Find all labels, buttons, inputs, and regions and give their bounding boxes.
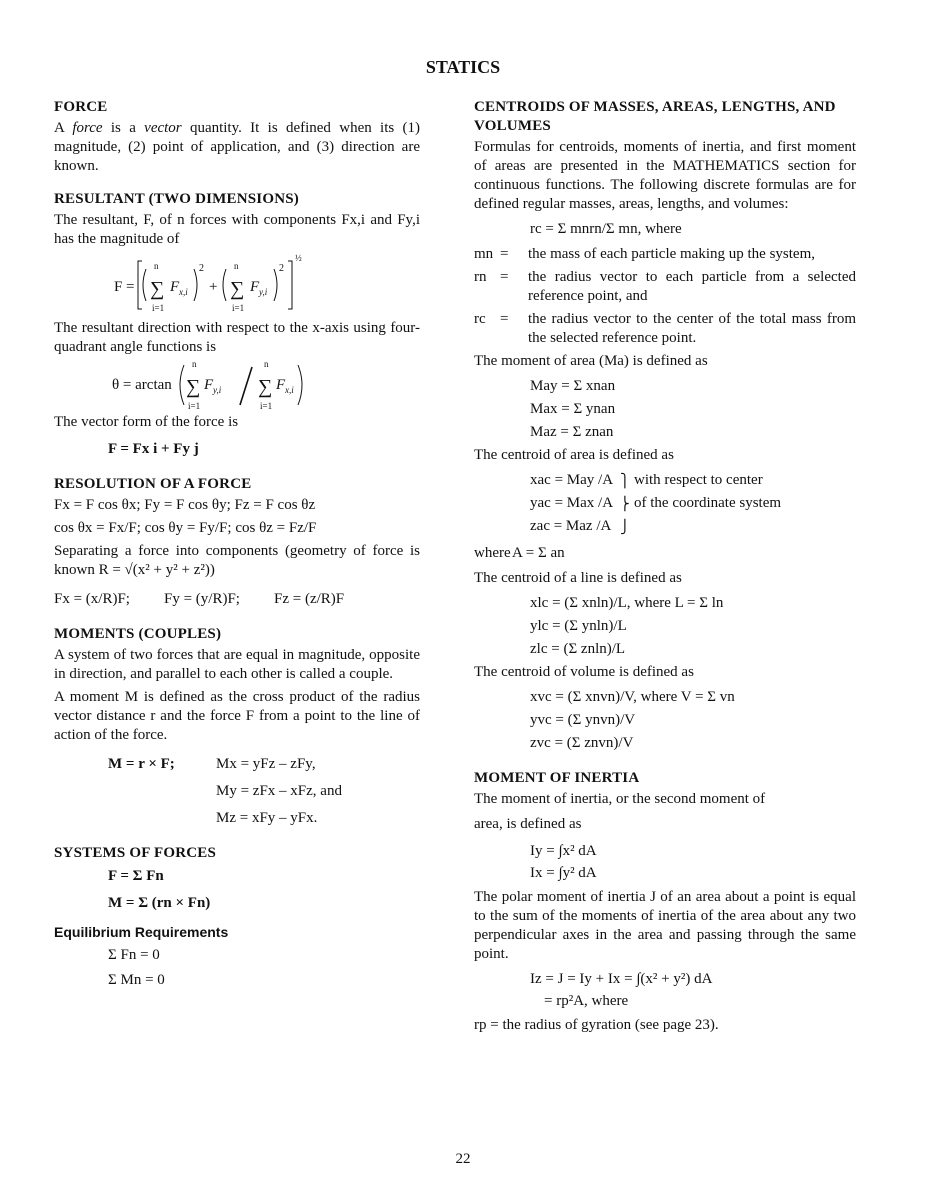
moments-couple-definition: A system of two forces that are equal in magnitude, opposite in direction, and parallel to each other is called a couple. — [54, 647, 420, 682]
svg-text:∑: ∑ — [150, 278, 165, 300]
svg-text:∑: ∑ — [258, 376, 273, 398]
vector-form-text: The vector form of the force is — [54, 414, 239, 430]
systems-heading: SYSTEMS OF FORCES — [54, 845, 217, 861]
resultant-direction-text: The resultant direction with respect to the x-axis using four-quadrant angle functions is — [54, 320, 420, 355]
centroid-area-note-1: with respect to center — [634, 472, 763, 488]
equilibrium-moment: Σ Mn = 0 — [108, 972, 165, 988]
centroid-area-note-2: of the coordinate system — [634, 495, 782, 511]
moment-y: My = zFx – xFz, and — [216, 783, 342, 799]
force-definition: A force is a vector quantity. It is defined when its (1) magnitude, (2) point of application, and (3) direction are known. — [54, 120, 420, 174]
moments-heading: MOMENTS (COUPLES) — [54, 626, 222, 642]
page-title: STATICS — [425, 57, 501, 77]
inertia-line-1: The moment of inertia, or the second moment of — [474, 791, 766, 807]
svg-text:i=1: i=1 — [152, 303, 165, 313]
resolution-separating: Separating a force into components (geometry of force is known R = √(x² + y² + z²)) — [54, 543, 420, 578]
svg-text:n: n — [234, 261, 239, 271]
resultant-heading: RESULTANT (TWO DIMENSIONS) — [54, 191, 299, 207]
centroid-line-x: xlc = (Σ xnln)/L, where L = Σ ln — [530, 595, 724, 611]
inertia-y: Iy = ∫x² dA — [530, 843, 597, 859]
vector-form-formula: F = Fx i + Fy j — [108, 441, 199, 457]
left-column — [54, 98, 420, 990]
centroid-of-line-text: The centroid of a line is defined as — [474, 570, 682, 586]
systems-moment-sum: M = Σ (rn × Fn) — [108, 895, 211, 911]
centroid-line-y: ylc = (Σ ynln)/L — [530, 618, 627, 634]
svg-text:∑: ∑ — [186, 376, 201, 398]
centroid-area-formulas — [474, 469, 856, 538]
inertia-x: Ix = ∫y² dA — [530, 865, 597, 881]
definition-rn: rn = the radius vector to each particle from a selected reference point, and — [474, 269, 856, 304]
centroid-of-volume-text: The centroid of volume is defined as — [474, 664, 694, 680]
inertia-line-2: area, is defined as — [474, 816, 582, 832]
svg-text:F: F — [276, 377, 286, 393]
moments-moment-definition: A moment M is defined as the cross product of the radius vector distance r and the force F from a point to the line of action of the force. — [54, 689, 420, 743]
svg-text:n: n — [264, 359, 269, 369]
systems-force-sum: F = Σ Fn — [108, 868, 164, 884]
polar-moment-gyration-formula: = rp²A, where — [544, 993, 629, 1009]
polar-moment-formula: Iz = J = Iy + Ix = ∫(x² + y²) dA — [530, 971, 713, 987]
moment-area-z: Maz = Σ znan — [530, 424, 614, 440]
centroid-volume-z: zvc = (Σ znvn)/V — [530, 735, 634, 751]
svg-text:F: F — [170, 279, 180, 295]
svg-text:y,i: y,i — [259, 287, 268, 297]
svg-text:+: + — [209, 279, 218, 295]
resolution-ratios: Fx = (x/R)F; Fy = (y/R)F; Fz = (z/R)F — [54, 591, 345, 607]
centroid-area-z: zac = Maz /A — [530, 518, 612, 534]
centroid-volume-y: yvc = (Σ ynvn)/V — [530, 712, 636, 728]
force-heading: FORCE — [54, 99, 108, 115]
svg-text:y,i: y,i — [213, 385, 222, 395]
centroids-heading: CENTROIDS OF MASSES, AREAS, LENGTHS, AND VOLUMES — [474, 99, 836, 134]
resolution-components: Fx = F cos θx; Fy = F cos θy; Fz = F cos θz — [54, 497, 316, 513]
resultant-intro: The resultant, F, of n forces with components Fx,i and Fy,i has the magnitude of — [54, 212, 420, 247]
svg-text:F: F — [114, 279, 123, 295]
inertia-heading: MOMENT OF INERTIA — [474, 770, 640, 786]
moments-equations — [54, 755, 420, 828]
svg-text:θ = arctan: θ = arctan — [112, 377, 172, 393]
moment-z: Mz = xFy – yFx. — [216, 810, 318, 826]
definition-mn: mn = the mass of each particle making up the system, — [474, 246, 815, 262]
moment-area-y: May = Σ xnan — [530, 378, 616, 394]
resolution-heading: RESOLUTION OF A FORCE — [54, 476, 252, 492]
svg-text:x,i: x,i — [285, 385, 294, 395]
page-number: 22 — [455, 1151, 471, 1167]
moment-cross-product: M = r × F; — [108, 756, 175, 772]
svg-text:½: ½ — [295, 253, 302, 263]
svg-text:i=1: i=1 — [260, 401, 273, 411]
centroid-volume-x: xvc = (Σ xnvn)/V, where V = Σ vn — [530, 689, 735, 705]
svg-text:=: = — [126, 279, 135, 295]
svg-text:2: 2 — [199, 263, 204, 274]
resultant-magnitude-formula — [54, 249, 420, 319]
resultant-direction-formula — [54, 357, 420, 413]
equilibrium-heading: Equilibrium Requirements — [54, 924, 229, 940]
moment-of-area-text: The moment of area (Ma) is defined as — [474, 353, 708, 369]
centroid-line-z: zlc = (Σ znln)/L — [530, 641, 626, 657]
moment-area-x: Max = Σ ynan — [530, 401, 616, 417]
definition-rc: rc = the radius vector to the center of the total mass from the selected reference point. — [474, 311, 856, 346]
equilibrium-force: Σ Fn = 0 — [108, 947, 160, 963]
radius-of-gyration-text: rp = the radius of gyration (see page 23). — [474, 1017, 719, 1033]
centroid-of-area-text: The centroid of area is defined as — [474, 447, 674, 463]
centroid-area-x: xac = May /A — [530, 472, 614, 488]
svg-text:F: F — [250, 279, 260, 295]
polar-moment-text: The polar moment of inertia J of an area about a point is equal to the sum of the moments of inertia of the area about any two perpendicular axes in the area and passing through the same point. — [474, 889, 856, 962]
svg-text:x,i: x,i — [179, 287, 188, 297]
centroid-area-y: yac = Max /A — [530, 495, 614, 511]
centroids-intro: Formulas for centroids, moments of inertia, and first moment of areas are presented in the MATHEMATICS section for continuous functions. The following discrete formulas are for defined regular masses, areas, lengths, and volumes: — [474, 139, 856, 212]
moment-x: Mx = yFz – zFy, — [216, 756, 316, 772]
area-where: whereA = Σ an — [474, 545, 565, 561]
svg-text:∑: ∑ — [230, 278, 245, 300]
brace-glyph: ⎫ ⎬ ⎭ — [620, 473, 630, 534]
svg-text:n: n — [154, 261, 159, 271]
center-of-mass-formula: rc = Σ mnrn/Σ mn, where — [530, 221, 682, 237]
right-column — [474, 98, 856, 1035]
svg-text:n: n — [192, 359, 197, 369]
svg-text:F: F — [204, 377, 214, 393]
svg-text:2: 2 — [279, 263, 284, 274]
resolution-cosines: cos θx = Fx/F; cos θy = Fy/F; cos θz = Fz/F — [54, 520, 317, 536]
svg-text:i=1: i=1 — [232, 303, 245, 313]
svg-text:i=1: i=1 — [188, 401, 201, 411]
